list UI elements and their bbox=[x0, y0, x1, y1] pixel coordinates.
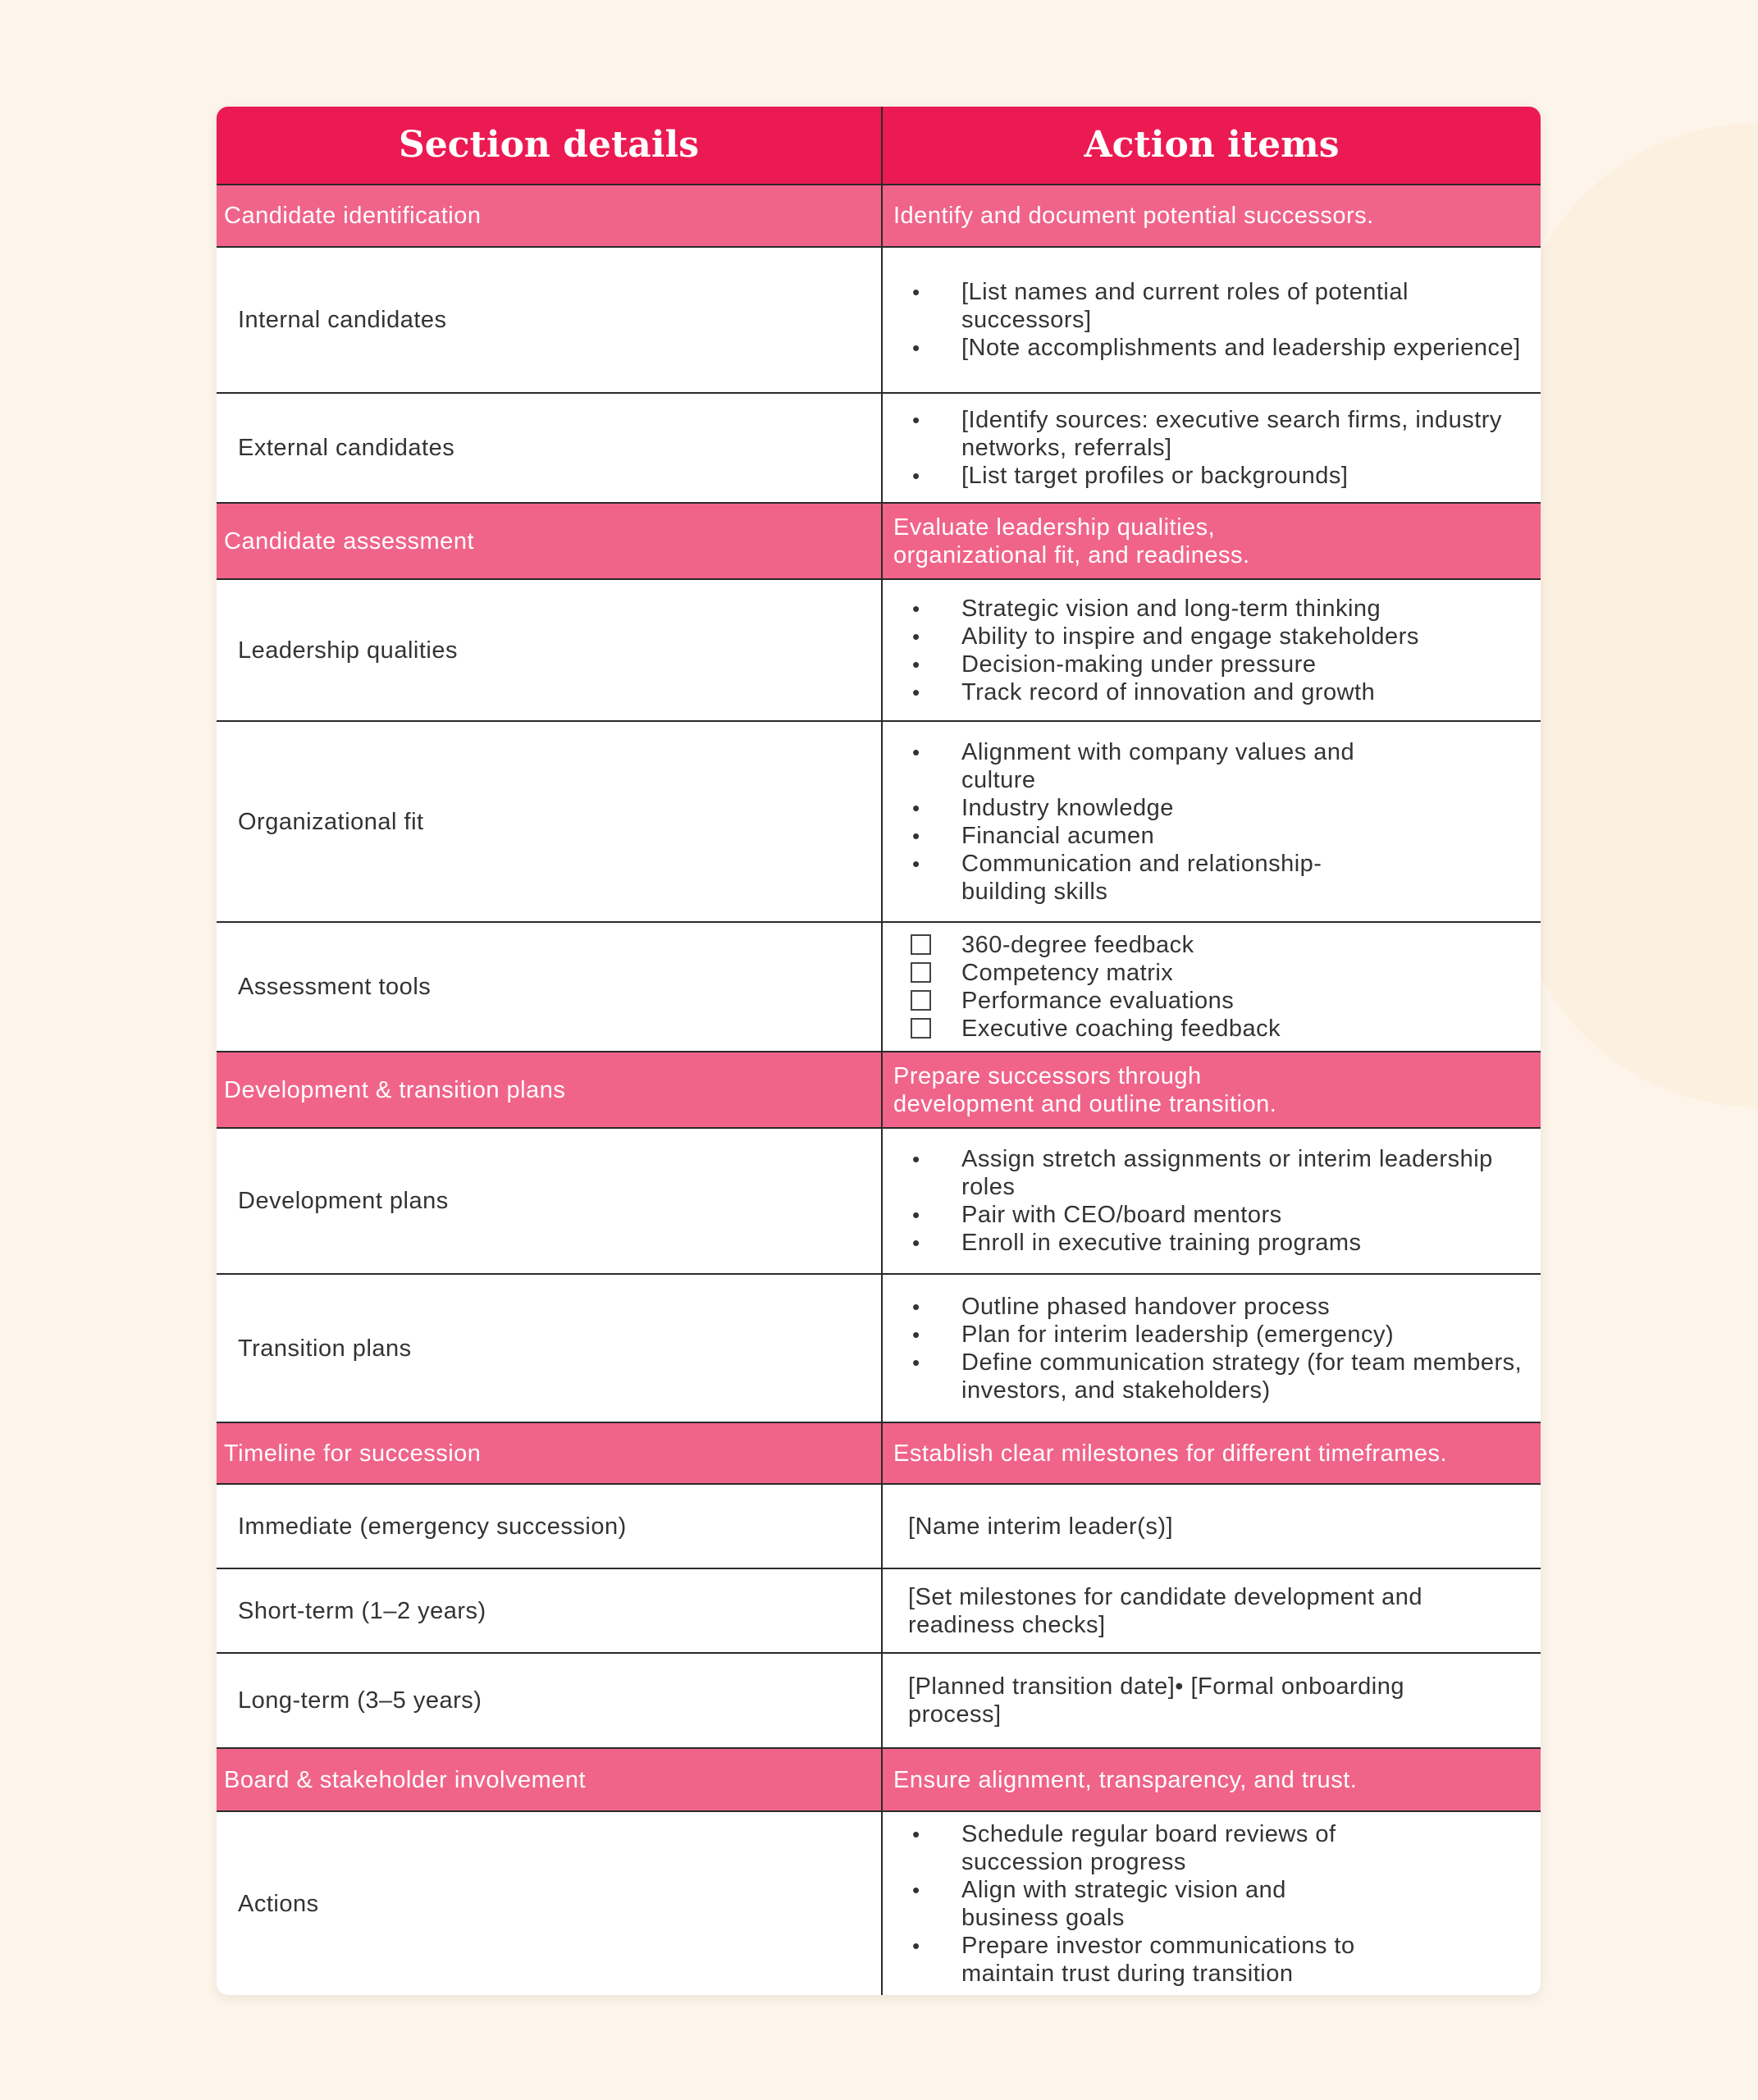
item-text: [List target profiles or backgrounds] bbox=[961, 463, 1349, 489]
checkbox-square-icon[interactable] bbox=[911, 1018, 931, 1039]
item-text: [Identify sources: executive search firms, industry networks, referrals] bbox=[961, 407, 1502, 461]
bullet-icon bbox=[911, 1932, 961, 1988]
checkbox[interactable] bbox=[911, 959, 961, 987]
bullet-dot-icon: • bbox=[912, 336, 920, 360]
bullet-dot-icon: • bbox=[912, 1877, 920, 1902]
bullet-item bbox=[911, 1932, 1370, 1988]
bullet-list bbox=[911, 1145, 1524, 1257]
bullet-dot-icon: • bbox=[912, 851, 920, 876]
action-list-cell bbox=[883, 1129, 1541, 1273]
bullet-list bbox=[911, 738, 1370, 906]
bullet-dot-icon: • bbox=[912, 408, 920, 432]
item-text: Decision-making under pressure bbox=[961, 651, 1317, 678]
item-text: Strategic vision and long-term thinking bbox=[961, 595, 1381, 622]
item-text: Communication and relationship-building skills bbox=[961, 850, 1322, 905]
item-text: Prepare investor communications to maintain trust during transition bbox=[961, 1932, 1355, 1987]
section-label: Actions bbox=[217, 1812, 883, 1995]
section-label: Transition plans bbox=[217, 1275, 883, 1422]
checkbox-square-icon[interactable] bbox=[911, 934, 931, 955]
bullet-icon bbox=[911, 651, 961, 678]
bullet-dot-icon: • bbox=[912, 1230, 920, 1255]
bullet-item bbox=[911, 278, 1524, 334]
bullet-icon bbox=[911, 850, 961, 906]
bullet-list bbox=[911, 1820, 1370, 1988]
bullet-item bbox=[911, 1349, 1524, 1404]
section-label: Assessment tools bbox=[217, 923, 883, 1051]
action-list-cell bbox=[883, 1812, 1541, 1995]
bullet-icon bbox=[911, 1820, 961, 1876]
section-label: Timeline for succession bbox=[217, 1423, 883, 1483]
bullet-item bbox=[911, 850, 1370, 906]
bullet-icon bbox=[911, 1321, 961, 1349]
table-row bbox=[217, 246, 1541, 392]
bullet-icon bbox=[911, 595, 961, 623]
item-text: Industry knowledge bbox=[961, 794, 1174, 821]
bullet-icon bbox=[911, 1349, 961, 1404]
bullet-icon bbox=[911, 1293, 961, 1321]
checklist bbox=[911, 931, 1524, 1043]
bullet-item bbox=[911, 1820, 1370, 1876]
section-label: Organizational fit bbox=[217, 722, 883, 921]
table-row bbox=[217, 921, 1541, 1051]
item-text: Competency matrix bbox=[961, 960, 1174, 986]
section-summary: Evaluate leadership qualities, organizational fit, and readiness. bbox=[893, 514, 1250, 568]
item-text: 360-degree feedback bbox=[961, 932, 1194, 958]
checkbox-square-icon[interactable] bbox=[911, 990, 931, 1011]
bullet-icon bbox=[911, 678, 961, 706]
section-row bbox=[217, 1747, 1541, 1810]
action-text: [Set milestones for candidate development and readiness checks] bbox=[908, 1583, 1423, 1638]
bullet-list bbox=[911, 278, 1524, 362]
checkbox[interactable] bbox=[911, 1015, 961, 1043]
section-label: Development plans bbox=[217, 1129, 883, 1273]
table-row bbox=[217, 1568, 1541, 1652]
succession-plan-table bbox=[217, 107, 1541, 1995]
checkbox-square-icon[interactable] bbox=[911, 962, 931, 983]
checkbox[interactable] bbox=[911, 987, 961, 1015]
bullet-dot-icon: • bbox=[912, 463, 920, 488]
bullet-dot-icon: • bbox=[912, 1933, 920, 1958]
header-section-details: Section details bbox=[217, 107, 883, 184]
item-text: Outline phased handover process bbox=[961, 1293, 1331, 1320]
section-label: Candidate identification bbox=[217, 185, 883, 246]
checklist-item[interactable] bbox=[911, 959, 1524, 987]
bullet-item bbox=[911, 1201, 1524, 1229]
bullet-icon bbox=[911, 623, 961, 651]
section-label: Immediate (emergency succession) bbox=[217, 1485, 883, 1568]
bullet-icon bbox=[911, 334, 961, 362]
bullet-dot-icon: • bbox=[912, 1821, 920, 1847]
item-text: Enroll in executive training programs bbox=[961, 1230, 1362, 1256]
bullet-icon bbox=[911, 1201, 961, 1229]
item-text: [Note accomplishments and leadership experience] bbox=[961, 335, 1521, 361]
bullet-icon bbox=[911, 794, 961, 822]
bullet-item bbox=[911, 822, 1370, 850]
bullet-icon bbox=[911, 1876, 961, 1932]
header-action-items: Action items bbox=[1084, 124, 1340, 166]
bullet-item bbox=[911, 1876, 1370, 1932]
section-label: Candidate assessment bbox=[217, 504, 883, 578]
item-text: Plan for interim leadership (emergency) bbox=[961, 1321, 1395, 1348]
section-row bbox=[217, 1422, 1541, 1483]
bullet-icon bbox=[911, 462, 961, 490]
bullet-item bbox=[911, 678, 1524, 706]
action-text: [Name interim leader(s)] bbox=[908, 1513, 1174, 1540]
section-row bbox=[217, 502, 1541, 578]
item-text: Alignment with company values and culture bbox=[961, 738, 1355, 793]
item-text: Performance evaluations bbox=[961, 988, 1235, 1014]
bullet-dot-icon: • bbox=[912, 795, 920, 820]
action-list-cell bbox=[883, 722, 1541, 921]
bullet-icon bbox=[911, 278, 961, 334]
item-text: Define communication strategy (for team members, investors, and stakeholders) bbox=[961, 1349, 1523, 1404]
bullet-item bbox=[911, 1229, 1524, 1257]
bullet-dot-icon: • bbox=[912, 1294, 920, 1319]
action-list-cell bbox=[883, 1275, 1541, 1422]
table-header bbox=[217, 107, 1541, 184]
bullet-item bbox=[911, 334, 1524, 362]
item-text: Ability to inspire and engage stakeholders bbox=[961, 623, 1419, 650]
checklist-item[interactable] bbox=[911, 931, 1524, 959]
action-list-cell bbox=[883, 248, 1541, 392]
bullet-item bbox=[911, 794, 1370, 822]
section-label: Leadership qualities bbox=[217, 580, 883, 720]
bullet-item bbox=[911, 462, 1524, 490]
bullet-item bbox=[911, 738, 1370, 794]
bullet-icon bbox=[911, 1229, 961, 1257]
bullet-item bbox=[911, 623, 1524, 651]
section-label: Board & stakeholder involvement bbox=[217, 1749, 883, 1810]
section-row bbox=[217, 184, 1541, 246]
bullet-list bbox=[911, 595, 1524, 706]
section-label: Internal candidates bbox=[217, 248, 883, 392]
table-row bbox=[217, 720, 1541, 921]
bullet-icon bbox=[911, 1145, 961, 1201]
bullet-dot-icon: • bbox=[912, 823, 920, 848]
table-row bbox=[217, 578, 1541, 720]
bullet-dot-icon: • bbox=[912, 651, 920, 677]
bullet-item bbox=[911, 651, 1524, 678]
bullet-dot-icon: • bbox=[912, 1147, 920, 1171]
item-text: Schedule regular board reviews of succession progress bbox=[961, 1820, 1336, 1875]
bullet-item bbox=[911, 1293, 1524, 1321]
bullet-list bbox=[911, 1293, 1524, 1404]
action-list-cell bbox=[883, 580, 1541, 720]
item-text: Track record of innovation and growth bbox=[961, 678, 1376, 705]
bullet-item bbox=[911, 595, 1524, 623]
section-label: External candidates bbox=[217, 394, 883, 502]
table-row bbox=[217, 1652, 1541, 1747]
section-summary: Ensure alignment, transparency, and trust. bbox=[893, 1766, 1358, 1793]
background-shape bbox=[1512, 123, 1758, 1107]
checkbox[interactable] bbox=[911, 931, 961, 959]
bullet-dot-icon: • bbox=[912, 679, 920, 705]
bullet-icon bbox=[911, 406, 961, 462]
section-summary: Identify and document potential successors. bbox=[893, 203, 1374, 229]
bullet-item bbox=[911, 1145, 1524, 1201]
item-text: [List names and current roles of potential successors] bbox=[961, 279, 1409, 333]
action-list-cell bbox=[883, 923, 1541, 1051]
table-row bbox=[217, 1127, 1541, 1273]
bullet-list bbox=[911, 406, 1524, 490]
bullet-item bbox=[911, 406, 1524, 462]
item-text: Assign stretch assignments or interim leadership roles bbox=[961, 1146, 1493, 1200]
table-row bbox=[217, 392, 1541, 502]
bullet-icon bbox=[911, 822, 961, 850]
checklist-item[interactable] bbox=[911, 987, 1524, 1015]
section-label: Short-term (1–2 years) bbox=[217, 1569, 883, 1652]
bullet-dot-icon: • bbox=[912, 1322, 920, 1347]
section-summary: Establish clear milestones for different timeframes. bbox=[893, 1440, 1448, 1467]
table-row bbox=[217, 1273, 1541, 1422]
bullet-dot-icon: • bbox=[912, 623, 920, 649]
checklist-item[interactable] bbox=[911, 1015, 1524, 1043]
bullet-dot-icon: • bbox=[912, 280, 920, 304]
action-list-cell bbox=[883, 394, 1541, 502]
item-text: Pair with CEO/board mentors bbox=[961, 1202, 1282, 1228]
bullet-icon bbox=[911, 738, 961, 794]
item-text: Align with strategic vision and business goals bbox=[961, 1876, 1286, 1931]
bullet-dot-icon: • bbox=[912, 739, 920, 765]
section-label: Development & transition plans bbox=[217, 1052, 883, 1127]
table-row bbox=[217, 1483, 1541, 1568]
bullet-dot-icon: • bbox=[912, 1349, 920, 1375]
table-row bbox=[217, 1810, 1541, 1995]
section-label: Long-term (3–5 years) bbox=[217, 1654, 883, 1747]
section-row bbox=[217, 1051, 1541, 1127]
section-summary: Prepare successors through development and outline transition. bbox=[893, 1062, 1277, 1117]
bullet-item bbox=[911, 1321, 1524, 1349]
item-text: Executive coaching feedback bbox=[961, 1016, 1281, 1042]
item-text: Financial acumen bbox=[961, 822, 1155, 849]
bullet-dot-icon: • bbox=[912, 596, 920, 621]
bullet-dot-icon: • bbox=[912, 1203, 920, 1227]
action-text: [Planned transition date]• [Formal onboarding process] bbox=[908, 1673, 1404, 1728]
